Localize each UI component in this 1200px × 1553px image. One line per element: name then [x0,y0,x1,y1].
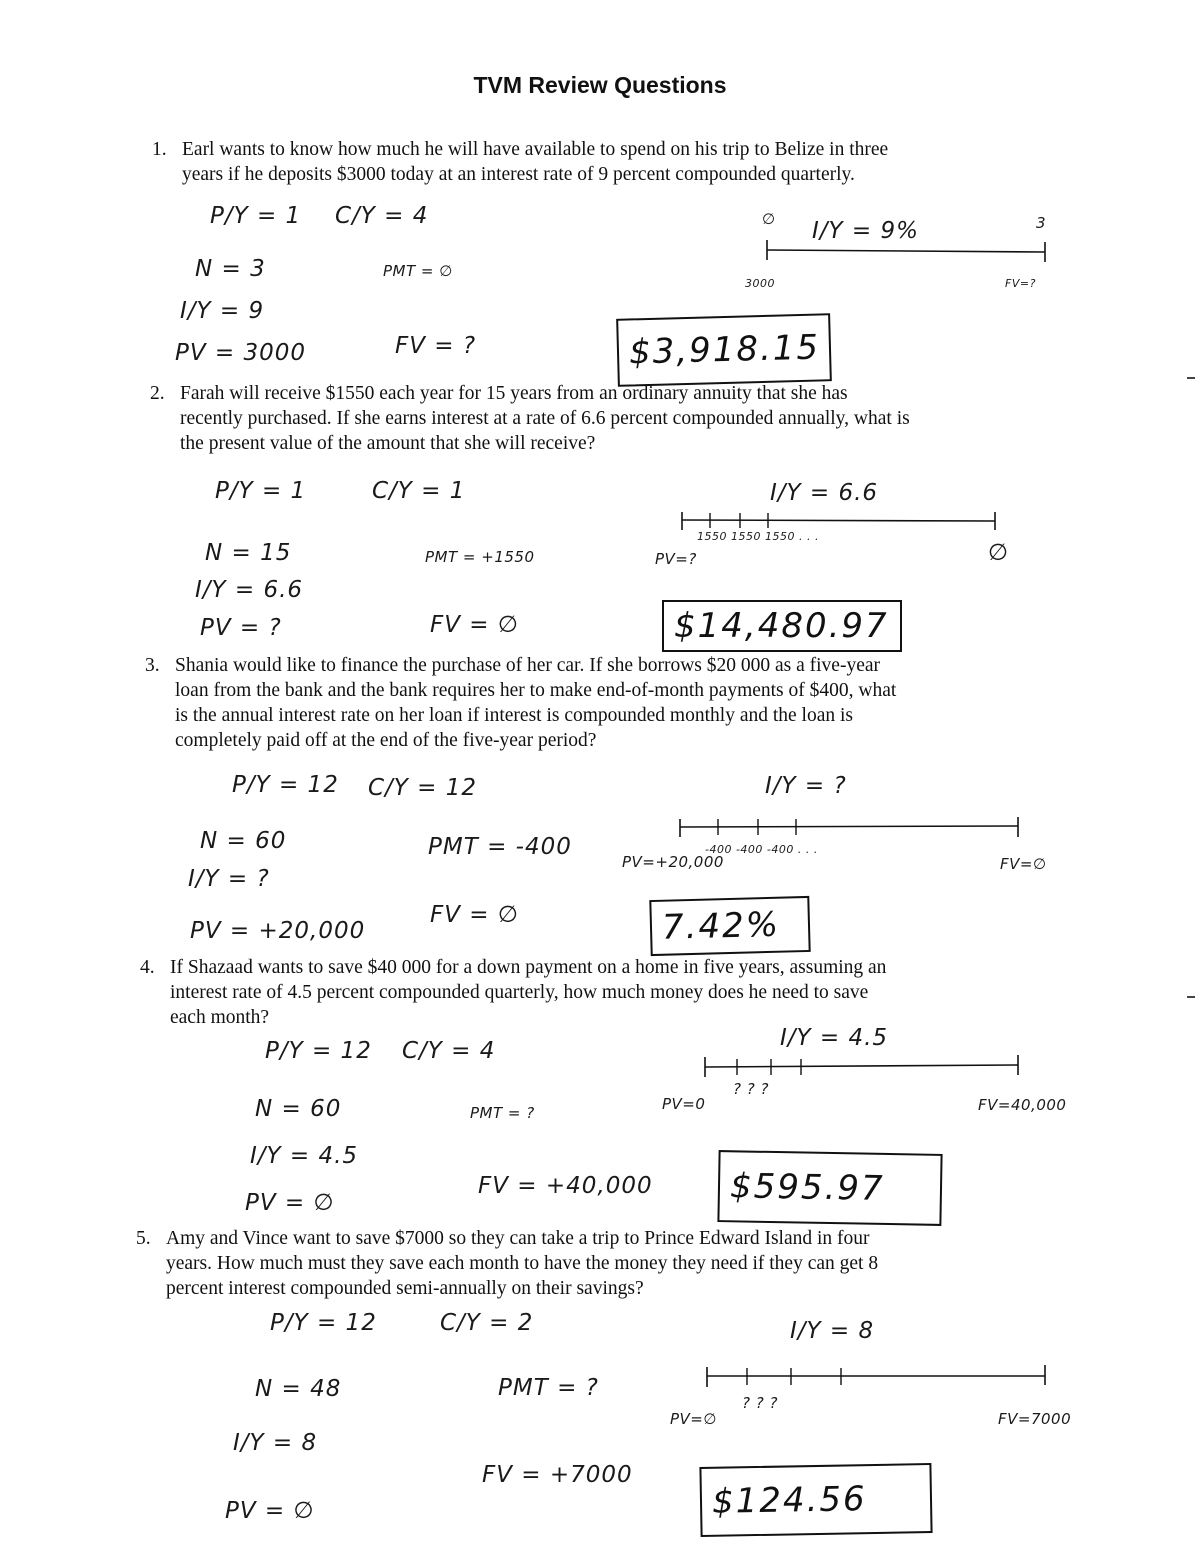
timeline-right-label: FV=∅ [1000,855,1047,873]
work-pmt: PMT = ∅ [383,262,453,280]
work-pmt: PMT = ? [470,1104,535,1122]
answer-box: $3,918.15 [616,313,832,387]
work-cy: C/Y = 12 [368,775,478,801]
work-cy: C/Y = 1 [372,478,466,504]
timeline [703,1053,1023,1083]
work-n: N = 60 [200,828,287,854]
timeline-start-label: ∅ [762,210,776,228]
timeline-left-label: PV=0 [662,1095,706,1113]
question-number: 4. [140,957,155,978]
scan-mark [1187,377,1195,379]
work-n: N = 48 [255,1376,342,1402]
question-5-text: 5. Amy and Vince want to save $7000 so they can take a trip to Prince Edward Island in four years. How much must they save each month to have the money they need if they can get 8 percent interest compounded semi-annually on their savings? [136,1228,879,1299]
work-fv: FV = +40,000 [478,1173,653,1199]
question-1-text: 1. Earl wants to know how much he will have available to spend on his trip to Belize in three years if he deposits $3000 today at an interest rate of 9 percent compounded quarterly. [152,139,889,185]
work-iy: I/Y = 8 [233,1430,318,1456]
work-n: N = 3 [195,256,266,282]
page-title: TVM Review Questions [473,72,727,98]
timeline-payments: -400 -400 -400 . . . [705,843,818,856]
work-pv: PV = ∅ [245,1190,335,1216]
work-iy: I/Y = 9 [180,298,265,324]
question-3-text: 3. Shania would like to finance the purchase of her car. If she borrows $20 000 as a five-year loan from the bank and the bank requires her to make end-of-month payments of $400, what is the annual interest rate on her loan if interest is compounded monthly and the loan is completely paid off at the end of the five-year period? [145,655,897,751]
question-number: 3. [145,655,160,676]
work-py: P/Y = 12 [232,772,339,798]
question-4-text: 4. If Shazaad wants to save $40 000 for a down payment on a home in five years, assuming an interest rate of 4.5 percent compounded quarterly, how much money does he need to save each month? [140,957,887,1028]
timeline [765,230,1050,270]
timeline-end-label: 3 [1036,214,1047,232]
work-cy: C/Y = 2 [440,1310,534,1336]
work-fv: FV = ∅ [430,902,519,928]
work-pv: PV = 3000 [175,340,307,366]
timeline-payments: ? ? ? [742,1394,778,1412]
question-2-text: 2. Farah will receive $1550 each year for 15 years from an ordinary annuity that she has recently purchased. If she earns interest at a rate of 6.6 percent compounded annually, what is the present value of the amount that she will receive? [150,383,910,454]
scan-mark [1187,996,1195,998]
work-pv: PV = +20,000 [190,918,366,944]
work-pmt: PMT = ? [498,1375,599,1401]
work-cy: C/Y = 4 [335,203,429,229]
work-py: P/Y = 12 [265,1038,372,1064]
timeline-rate: I/Y = ? [765,773,847,799]
work-fv: FV = ∅ [430,612,519,638]
timeline-right-label: ∅ [988,540,1010,566]
timeline-rate: I/Y = 4.5 [780,1025,889,1051]
work-iy: I/Y = 6.6 [195,577,304,603]
work-py: P/Y = 1 [210,203,302,229]
question-number: 5. [136,1228,151,1249]
work-pv: PV = ? [200,615,282,641]
timeline [678,815,1023,845]
question-number: 2. [150,383,165,404]
work-pv: PV = ∅ [225,1498,315,1524]
timeline-payments: ? ? ? [733,1080,769,1098]
question-number: 1. [152,139,167,160]
timeline-right-label: FV=40,000 [978,1096,1067,1114]
answer-box: $124.56 [699,1463,932,1537]
work-n: N = 60 [255,1096,342,1122]
work-pmt: PMT = +1550 [425,548,535,566]
work-py: P/Y = 1 [215,478,307,504]
work-py: P/Y = 12 [270,1310,377,1336]
timeline-right-label: FV=? [1005,277,1036,290]
timeline-rate: I/Y = 8 [790,1318,875,1344]
timeline-left-label: PV=? [655,550,697,568]
work-n: N = 15 [205,540,292,566]
answer-box: $14,480.97 [662,600,902,652]
timeline-left-label: PV=∅ [670,1410,717,1428]
timeline-left-label: 3000 [745,277,775,290]
timeline-left-label: PV=+20,000 [622,853,724,871]
timeline [705,1363,1050,1393]
work-fv: FV = +7000 [482,1462,633,1488]
work-cy: C/Y = 4 [402,1038,496,1064]
work-pmt: PMT = -400 [428,834,572,860]
work-iy: I/Y = ? [188,866,270,892]
answer-box: $595.97 [717,1150,942,1226]
answer-box: 7.42% [649,896,810,956]
timeline-rate: I/Y = 9% [812,218,919,244]
timeline-payments: 1550 1550 1550 . . . [697,530,819,543]
timeline-right-label: FV=7000 [998,1410,1072,1428]
work-fv: FV = ? [395,333,477,359]
work-iy: I/Y = 4.5 [250,1143,359,1169]
timeline-rate: I/Y = 6.6 [770,480,879,506]
